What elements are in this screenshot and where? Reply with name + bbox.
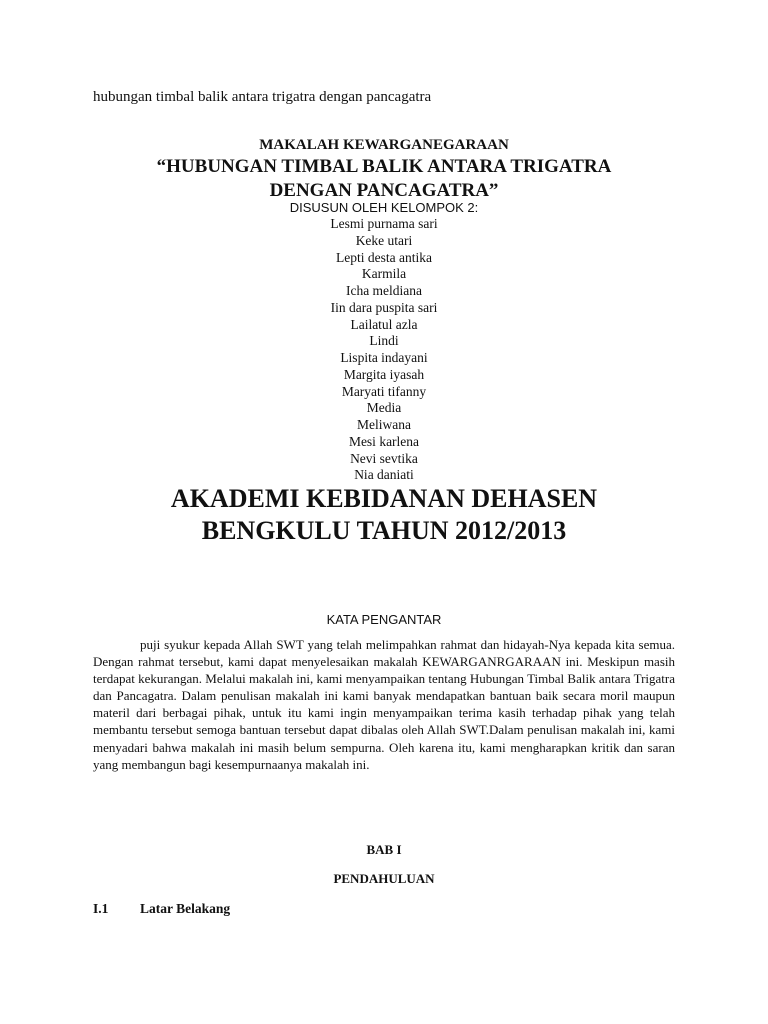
member-name: Karmila — [361, 266, 407, 282]
foreword-title: KATA PENGANTAR — [326, 612, 442, 627]
member-name: Iin dara puspita sari — [330, 299, 438, 315]
foreword-text: puji syukur kepada Allah SWT yang telah melimpahkan rahmat dan hidayah-Nya kepada kita semua. Dengan rahmat tersebut, kami dapat menyelesaikan makalah KEWARGANRGARAAN ini. Meskipun masih terdapat kekurangan. Melalui makalah ini, kami menyampaikan tentang Hubungan Timbal Balik antara Trigatra dan Pancagatra. Dalam penulisan makalah ini kami banyak mendapatkan bantuan baik secara moril maupun materil dari berbagai pihak, untuk itu kami ingin menyampaikan terima kasih terhadap pihak yang telah membantu tersebut semoga bantuan tersebut dapat dibalas oleh Allah SWT.Dalam penulisan makalah ini, kami menyadari bahwa makalah ini masih belum sempurna. Oleh karena itu, kami mengharapkan kritik dan saran yang membangun bagi kesempurnaanya makalah ini. — [93, 637, 675, 772]
authors-heading: DISUSUN OLEH KELOMPOK 2: — [289, 200, 479, 215]
foreword-paragraph — [93, 636, 675, 773]
chapter-title: PENDAHULUAN — [333, 871, 435, 886]
member-list — [0, 216, 768, 484]
section-title: Latar Belakang — [140, 901, 231, 916]
member-name: Lepti desta antika — [336, 249, 432, 265]
member-name: Lispita indayani — [340, 350, 428, 365]
member-name: Media — [366, 400, 402, 416]
member-name: Maryati tifanny — [341, 383, 427, 399]
member-name: Margita iyasah — [343, 366, 425, 382]
cover-title-line-1: “HUBUNGAN TIMBAL BALIK ANTARA TRIGATRA — [156, 156, 612, 177]
member-name: Lailatul azla — [350, 316, 418, 332]
member-name: Meliwana — [357, 417, 411, 432]
institution-line-1: AKADEMI KEBIDANAN DEHASEN — [170, 484, 598, 513]
member-name: Mesi karlena — [348, 433, 420, 449]
chapter-label: BAB I — [366, 842, 402, 857]
cover-title-line-2: DENGAN PANCAGATRA” — [269, 180, 499, 201]
member-name: Icha meldiana — [345, 283, 423, 298]
member-name: Nevi sevtika — [350, 450, 418, 466]
document-heading: hubungan timbal balik antara trigatra dengan pancagatra — [93, 89, 432, 105]
institution-line-2: BENGKULU TAHUN 2012/2013 — [201, 516, 567, 545]
member-name: Nia daniati — [354, 467, 414, 483]
member-name: Lesmi purnama sari — [330, 216, 438, 231]
member-name: Lindi — [369, 333, 399, 349]
section-number: I.1 — [93, 901, 109, 916]
cover-subject: MAKALAH KEWARGANEGARAAN — [259, 137, 509, 153]
member-name: Keke utari — [355, 232, 413, 248]
